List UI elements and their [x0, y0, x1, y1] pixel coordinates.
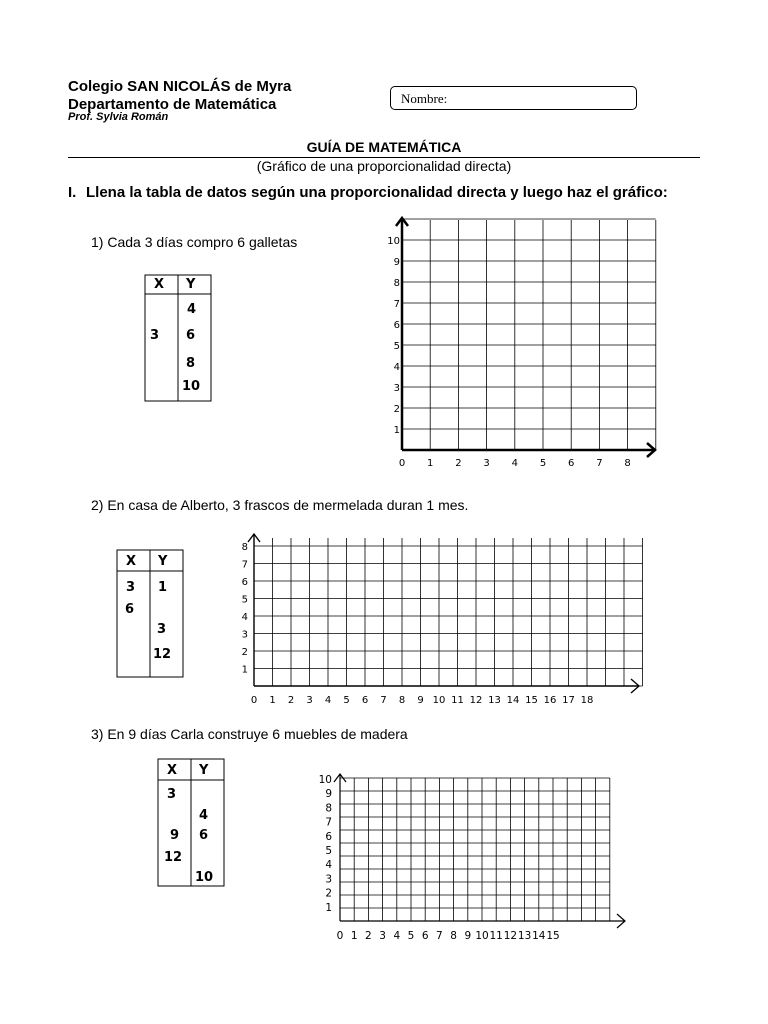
table-2-y-cell[interactable]: 12	[153, 647, 172, 662]
x-tick-label: 0	[398, 458, 406, 469]
y-tick-label: 2	[241, 647, 248, 658]
table-2-header-y: Y	[158, 554, 168, 569]
y-tick-label: 3	[393, 383, 400, 394]
x-tick-label: 18	[580, 695, 594, 706]
x-tick-label: 14	[506, 695, 520, 706]
y-tick-label: 1	[325, 901, 332, 914]
x-tick-label: 6	[361, 695, 369, 706]
y-tick-label: 7	[393, 299, 400, 310]
x-tick-label: 7	[596, 458, 603, 469]
graph-2[interactable]	[232, 528, 647, 710]
table-1-x-cell[interactable]: 3	[150, 328, 160, 343]
x-tick-label: 2	[287, 695, 295, 706]
x-tick-label: 13	[517, 930, 532, 942]
x-tick-label: 13	[488, 695, 501, 706]
problem-2-label: 2) En casa de Alberto, 3 frascos de mermelada duran 1 mes.	[91, 497, 469, 513]
name-label: Nombre:	[401, 91, 448, 106]
y-tick-label: 1	[241, 664, 248, 676]
x-tick-label: 9	[464, 930, 472, 942]
x-tick-label: 9	[417, 695, 424, 706]
x-tick-label: 5	[407, 930, 415, 942]
x-tick-label: 11	[489, 930, 503, 942]
y-tick-label: 6	[325, 830, 332, 843]
x-tick-label: 3	[306, 695, 313, 706]
graph-3[interactable]	[310, 768, 630, 948]
x-tick-label: 7	[380, 695, 387, 706]
school-name: Colegio SAN NICOLÁS de Myra	[68, 78, 292, 95]
y-tick-label: 1	[393, 425, 400, 436]
y-tick-label: 5	[325, 845, 332, 857]
y-tick-label: 10	[387, 236, 400, 247]
x-tick-label: 14	[532, 930, 546, 942]
table-2-y-cell[interactable]: 3	[157, 622, 167, 637]
table-3-header-y: Y	[199, 763, 209, 778]
x-tick-label: 0	[250, 695, 258, 706]
table-3-header-x: X	[167, 763, 178, 778]
table-2-header-x: X	[126, 554, 137, 569]
x-tick-label: 10	[432, 695, 446, 706]
problem-1-label: 1) Cada 3 días compro 6 galletas	[91, 234, 298, 250]
x-tick-label: 6	[568, 458, 575, 469]
x-tick-label: 15	[546, 930, 560, 942]
y-tick-label: 2	[393, 404, 400, 415]
table-2-x-cell[interactable]: 3	[126, 580, 136, 595]
table-3-y-cell[interactable]: 6	[199, 828, 209, 843]
name-field[interactable]	[390, 86, 637, 110]
x-tick-label: 4	[511, 458, 518, 469]
table-1-y-cell[interactable]: 6	[186, 328, 196, 343]
instruction-text: Llena la tabla de datos según una proporcionalidad directa y luego haz el gráfico:	[86, 184, 668, 201]
x-tick-label: 1	[269, 695, 276, 706]
x-tick-label: 7	[436, 930, 443, 942]
y-tick-label: 7	[241, 559, 248, 571]
instruction-number: I.	[68, 184, 77, 201]
x-tick-label: 17	[562, 695, 575, 706]
y-tick-label: 4	[393, 362, 400, 373]
x-tick-label: 4	[324, 695, 332, 706]
x-tick-label: 11	[451, 695, 464, 706]
x-tick-label: 4	[393, 930, 401, 942]
y-tick-label: 8	[241, 542, 248, 553]
table-3-y-cell[interactable]: 4	[199, 808, 209, 823]
y-tick-label: 4	[241, 612, 248, 623]
x-tick-label: 8	[398, 695, 406, 706]
table-3-x-cell[interactable]: 3	[167, 787, 177, 802]
x-tick-label: 12	[469, 695, 483, 706]
x-tick-label: 5	[343, 695, 350, 706]
table-1-header-x: X	[154, 277, 165, 292]
x-tick-label: 5	[539, 458, 547, 469]
table-1-y-cell[interactable]: 8	[186, 356, 196, 371]
department-name: Departamento de Matemática	[68, 96, 277, 113]
teacher-name: Prof. Sylvia Román	[68, 111, 169, 123]
y-tick-label: 3	[325, 873, 332, 886]
x-tick-label: 8	[450, 930, 457, 942]
problem-3-label: 3) En 9 días Carla construye 6 muebles de madera	[91, 726, 408, 742]
y-tick-label: 6	[393, 320, 400, 331]
x-tick-label: 10	[475, 930, 489, 942]
x-tick-label: 2	[365, 930, 372, 942]
y-tick-label: 9	[393, 257, 400, 268]
y-tick-label: 2	[325, 887, 332, 900]
x-tick-label: 0	[336, 930, 344, 942]
x-tick-label: 2	[455, 458, 462, 469]
table-1-header-y: Y	[186, 277, 196, 292]
table-1-y-cell[interactable]: 4	[187, 302, 197, 317]
y-tick-label: 8	[325, 802, 332, 815]
table-3-x-cell[interactable]: 9	[170, 828, 180, 843]
x-tick-label: 16	[543, 695, 557, 706]
table-1-y-cell[interactable]: 10	[182, 379, 201, 394]
x-tick-label: 3	[379, 930, 386, 942]
page-title: GUÍA DE MATEMÁTICA	[306, 139, 462, 155]
y-tick-label: 6	[241, 577, 248, 588]
x-tick-label: 6	[421, 930, 429, 942]
y-tick-label: 5	[241, 594, 248, 606]
y-tick-label: 10	[318, 774, 332, 786]
table-3-x-cell[interactable]: 12	[164, 850, 183, 865]
y-tick-label: 3	[241, 629, 248, 641]
y-tick-label: 9	[325, 788, 332, 801]
y-tick-label: 4	[325, 859, 332, 872]
y-tick-label: 5	[393, 341, 400, 352]
x-tick-label: 15	[525, 695, 538, 706]
x-tick-label: 1	[350, 930, 358, 942]
x-tick-label: 8	[624, 458, 631, 469]
y-tick-label: 8	[393, 278, 400, 289]
x-tick-label: 12	[503, 930, 518, 942]
graph-1[interactable]	[360, 210, 665, 475]
table-2-x-cell[interactable]: 6	[125, 602, 135, 617]
x-tick-label: 3	[483, 458, 490, 469]
page-subtitle: (Gráfico de una proporcionalidad directa)	[256, 158, 512, 174]
table-3-y-cell[interactable]: 10	[195, 870, 214, 885]
table-2-y-cell[interactable]: 1	[158, 580, 168, 595]
x-tick-label: 1	[427, 458, 434, 469]
y-tick-label: 7	[325, 816, 332, 829]
